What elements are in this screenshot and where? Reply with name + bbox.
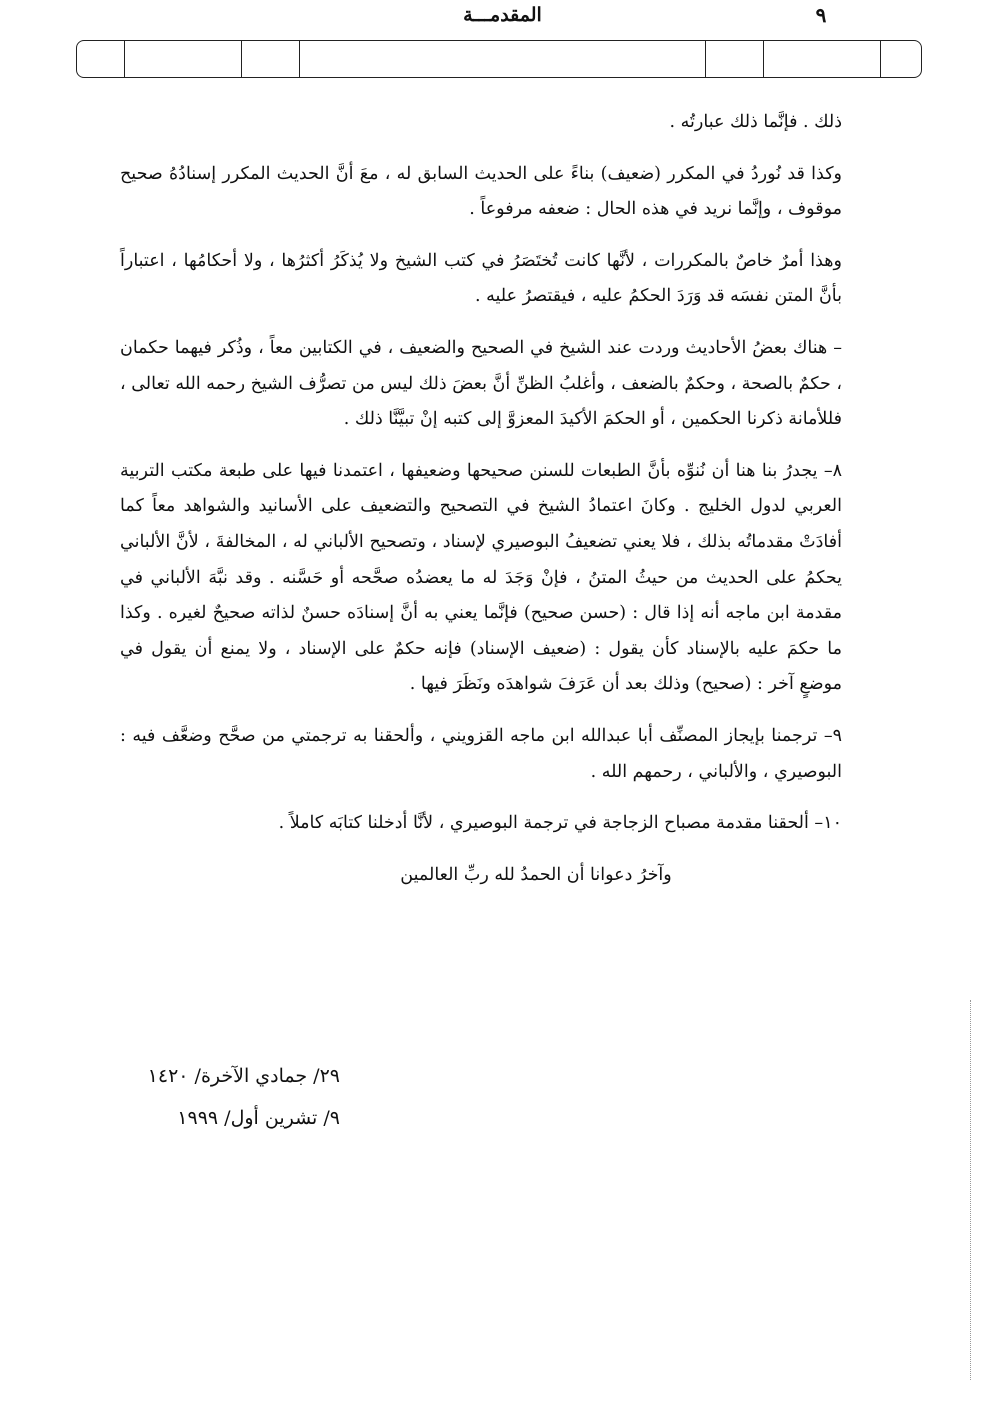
- paragraph: ٩– ترجمنا بإيجاز المصنِّف أبا عبدالله ابن ماجه القزويني ، وألحقنا به ترجمتي من صحَّح وضعَّف فيه : البوصيري ، والألباني ، رحمهم الله .: [120, 725, 842, 782]
- header-title: المقدمـــة: [463, 4, 542, 26]
- paragraph: وكذا قد نُوردُ في المكرر (ضعيف) بناءً على الحديث السابق له ، معَ أنَّ الحديث المكرر إسنادُهُ صحيح موقوف ، وإنَّما نريد في هذه الحال : ضعفه مرفوعاً .: [120, 163, 842, 220]
- header-divider: [241, 41, 242, 77]
- hijri-date: ٢٩/ جمادي الآخرة/ ١٤٢٠: [147, 1065, 340, 1087]
- date-block: [140, 1055, 340, 1139]
- page-number: ٩: [815, 3, 827, 27]
- paragraph: وهذا أمرٌ خاصٌ بالمكررات ، لأنَّها كانت تُختَصَرُ في كتب الشيخ ولا يُذكَرُ أكثرُها ، ولا أحكامُها ، اعتباراً بأنَّ المتن نفسَه قد وَرَدَ الحكمُ عليه ، فيقتصرُ عليه .: [120, 250, 842, 307]
- header-divider: [299, 41, 300, 77]
- closing-line: وآخرُ دعوانا أن الحمدُ لله ربِّ العالمين: [400, 864, 672, 885]
- header-divider: [880, 41, 881, 77]
- header-divider: [763, 41, 764, 77]
- paragraph: ذلك . فإنَّما ذلك عبارتُه .: [669, 112, 842, 132]
- paragraph: ١٠– ألحقنا مقدمة مصباح الزجاجة في ترجمة البوصيري ، لأنَّا أدخلنا كتابَه كاملاً .: [278, 813, 842, 834]
- running-header: [76, 40, 922, 78]
- page-body: [120, 105, 842, 893]
- paragraph: – هناك بعضُ الأحاديث وردت عند الشيخ في الصحيح والضعيف ، في الكتابين معاً ، وذُكر فيهما حكمان ، حكمٌ بالصحة ، وحكمٌ بالضعف ، وأغلبُ الظنِّ أنَّ بعضَ ذلك ليس من تصرُّف الشيخ رحمه الله تعالى ، فللأمانة ذكرنا الحكمين ، أو الحكمَ الأكيدَ المعزوَّ إلى كتبه إنْ تبيَّنَّا ذلك .: [120, 337, 842, 430]
- header-divider: [705, 41, 706, 77]
- gregorian-date: ٩/ تشرين أول/ ١٩٩٩: [177, 1107, 340, 1129]
- paragraph: ٨– يجدرُ بنا هنا أن نُنوِّه بأنَّ الطبعات للسنن صحيحها وضعيفها ، اعتمدنا فيها على طبعة مكتب التربية العربي لدول الخليج . وكانَ اعتمادُ الشيخ في التصحيح والتضعيف على الأسانيد والشواهد معاً كما أفادَتْ مقدماتُه بذلك ، فلا يعني تضعيفُ البوصيري لإسناد ، وتصحيح الألباني له ، المخالفةَ ، لأنَّ الألباني يحكمُ على الحديث من حيثُ المتنُ ، فإنْ وَجَدَ له ما يعضدُه صحَّحه أو حَسَّنه . وقد نبَّهَ الألباني في مقدمة ابن ماجه أنه إذا قال : (حسن صحيح) فإنَّما يعني به أنَّ إسنادَه حسنٌ لذاته صحيحٌ لغيره . وكذا ما حكمَ عليه بالإسناد كأن يقول : (ضعيف الإسناد) فإنه حكمٌ على الإسناد ، ولا يمنع أن يقول في موضعٍ آخر : (صحيح) وذلك بعد أن عَرَفَ شواهدَه ونَظَرَ فيها .: [120, 460, 842, 695]
- scan-edge-mark: [970, 1000, 971, 1380]
- header-divider: [124, 41, 125, 77]
